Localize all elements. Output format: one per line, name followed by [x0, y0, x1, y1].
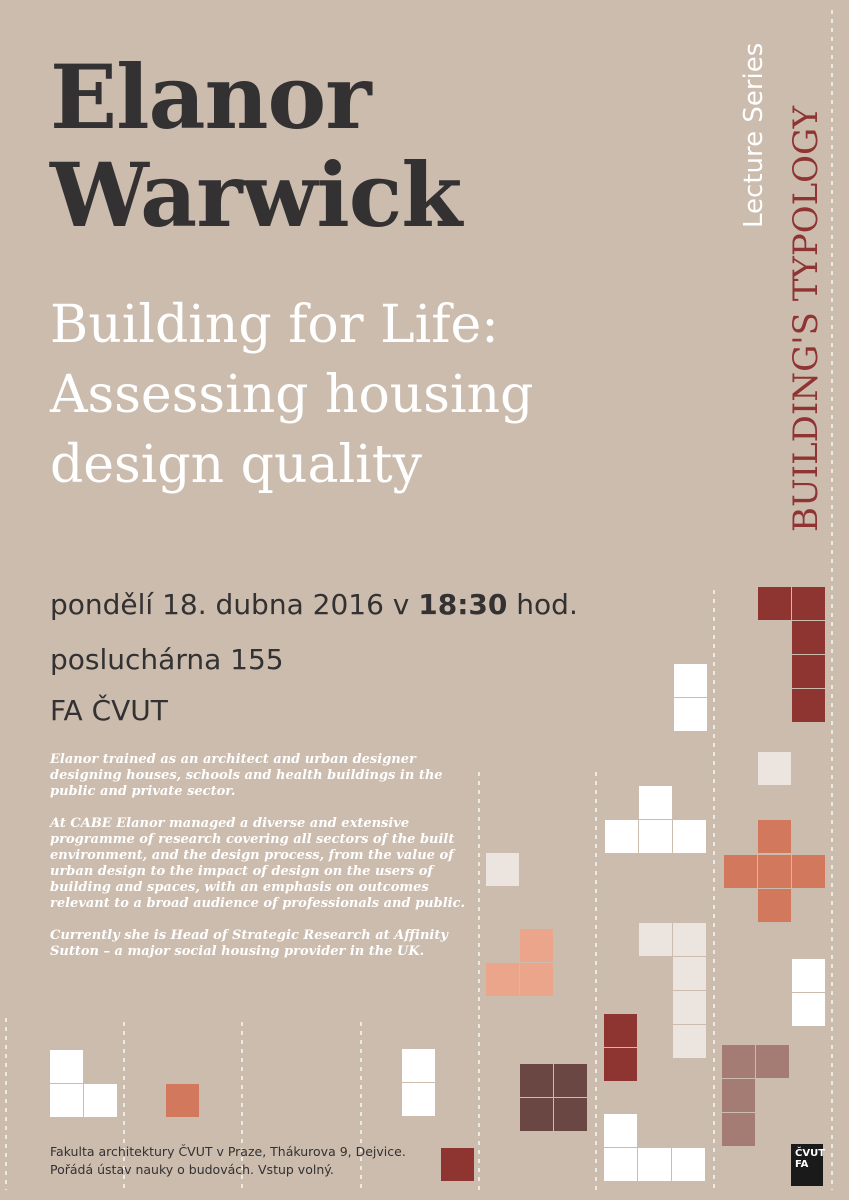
tile — [758, 889, 791, 922]
bio-paragraph: Elanor trained as an architect and urban designer designing houses, schools and health buildings in the public and private sector. — [50, 752, 443, 799]
lecture-series-label: Lecture Series — [739, 42, 769, 228]
talk-title-line: Building for Life: — [50, 295, 499, 355]
tile — [50, 1084, 83, 1117]
tile — [673, 991, 706, 1024]
footer-organizer: Pořádá ústav nauky o budovách. Vstup volný. — [50, 1162, 334, 1177]
tile — [792, 855, 825, 888]
speaker-first-name: Elanor — [50, 45, 371, 149]
talk-title-line: Assessing housing — [50, 365, 534, 425]
tile — [639, 923, 672, 956]
tile — [722, 1045, 755, 1078]
tile — [672, 1148, 705, 1181]
tile — [673, 957, 706, 990]
logo-line: ČVUT — [795, 1148, 826, 1159]
talk-title-line: design quality — [50, 435, 422, 495]
footer — [50, 1143, 406, 1179]
tile — [402, 1083, 435, 1116]
tile — [441, 1148, 474, 1181]
tile — [792, 655, 825, 688]
cvut-fa-logo — [791, 1144, 826, 1186]
tile — [604, 1048, 637, 1081]
tile — [792, 993, 825, 1026]
speaker-last-name: Warwick — [50, 143, 462, 247]
tile — [520, 963, 553, 996]
tile — [639, 820, 672, 853]
tile — [673, 923, 706, 956]
tile — [520, 1064, 553, 1097]
tile — [792, 689, 825, 722]
tile — [520, 929, 553, 962]
event-time-suffix: hod. — [507, 588, 578, 621]
tile — [674, 698, 707, 731]
tile — [674, 664, 707, 697]
tile — [604, 1014, 637, 1047]
tile — [604, 1148, 637, 1181]
series-title: BUILDING'S TYPOLOGY — [786, 105, 826, 532]
tile — [486, 963, 519, 996]
tile — [638, 1148, 671, 1181]
tile — [604, 1114, 637, 1147]
tile — [639, 786, 672, 819]
tile — [722, 1079, 755, 1112]
logo-line: FA — [795, 1159, 809, 1170]
event-date-text: pondělí 18. dubna 2016 v — [50, 588, 419, 621]
bio-paragraph: At CABE Elanor managed a diverse and extensive programme of research covering all sectors of the built environment, and the design process, from the value of urban design to the impact of design on the users of building and spaces, with an emphasis on outcomes relevant to a broad audience of professionals and public. — [50, 816, 466, 911]
footer-address: Fakulta architektury ČVUT v Praze, Thákurova 9, Dejvice. — [50, 1144, 406, 1159]
tile — [673, 820, 706, 853]
tile — [792, 621, 825, 654]
event-school: FA ČVUT — [50, 694, 168, 727]
event-room: posluchárna 155 — [50, 643, 284, 676]
tile — [758, 820, 791, 853]
tile — [673, 1025, 706, 1058]
tile — [756, 1045, 789, 1078]
tile — [792, 587, 825, 620]
tile — [166, 1084, 199, 1117]
tile — [402, 1049, 435, 1082]
tile — [758, 587, 791, 620]
tile — [520, 1098, 553, 1131]
tile — [84, 1084, 117, 1117]
tile — [554, 1064, 587, 1097]
tile — [758, 752, 791, 785]
tile — [792, 959, 825, 992]
tile — [554, 1098, 587, 1131]
tile — [758, 855, 791, 888]
tile — [50, 1050, 83, 1083]
tile — [486, 853, 519, 886]
event-time: 18:30 — [418, 588, 508, 621]
tile — [605, 820, 638, 853]
tile — [722, 1113, 755, 1146]
bio-paragraph: Currently she is Head of Strategic Research at Affinity Sutton – a major social housing provider in the UK. — [50, 928, 448, 959]
tile — [724, 855, 757, 888]
